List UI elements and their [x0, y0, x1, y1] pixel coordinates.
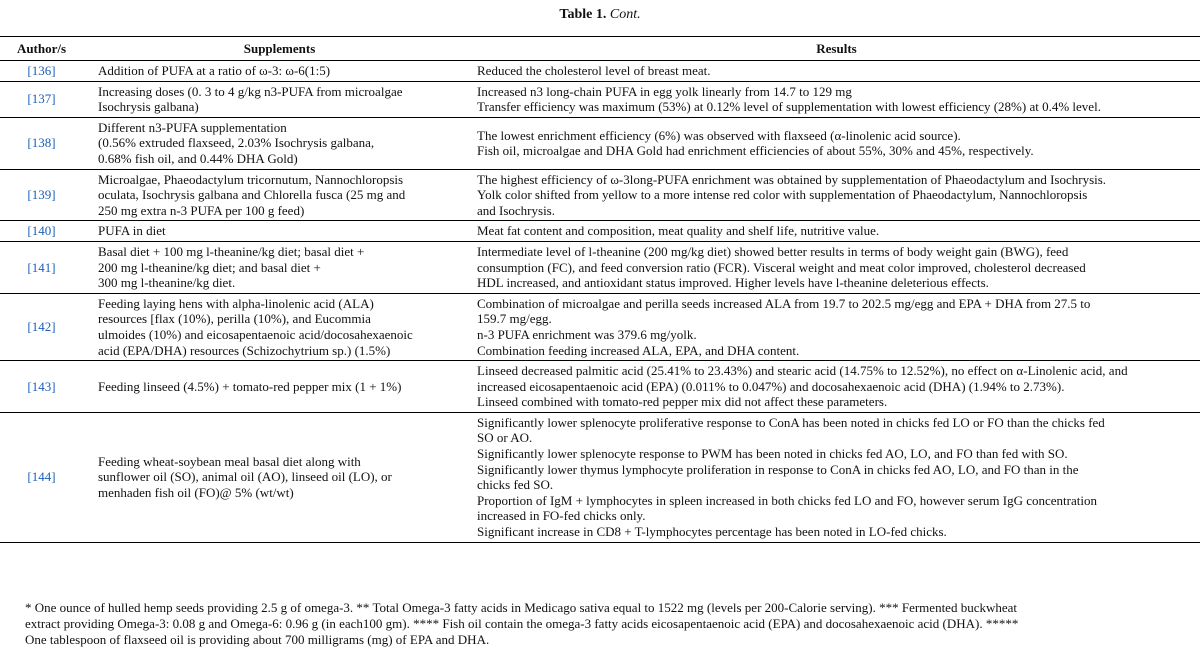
result-line: SO or AO.: [477, 430, 533, 446]
supplements-table: [0, 36, 1200, 543]
footnote-line: One tablespoon of flaxseed oil is providing about 700 milligrams (mg) of EPA and DHA.: [25, 632, 490, 647]
result-line: increased eicosapentaenoic acid (EPA) (0.011% to 0.047%) and docosahexaenoic acid (DHA) (1.94% to 2.73%).: [477, 378, 1065, 394]
result-line: The lowest enrichment efficiency (6%) was observed with flaxseed (α-linolenic acid source).: [477, 127, 961, 143]
results-cell: [465, 221, 1200, 242]
reference-link[interactable]: [142]: [0, 293, 83, 360]
supplement-line: acid (EPA/DHA) resources (Schizochytrium sp.) (1.5%): [98, 342, 391, 358]
result-line: Increased n3 long-chain PUFA in egg yolk linearly from 14.7 to 129 mg: [477, 83, 852, 99]
footnote-line: * One ounce of hulled hemp seeds providing 2.5 g of omega-3. ** Total Omega-3 fatty acids in Medicago sativa equal to 1522 mg (levels per 200-Calorie serving). *** Fermented buckwheat: [25, 600, 1018, 615]
result-line: The highest efficiency of ω-3long-PUFA enrichment was obtained by supplementation of Phaeodactylum and Isochrysis.: [477, 171, 1107, 187]
supplement-line: menhaden fish oil (FO)@ 5% (wt/wt): [98, 485, 294, 501]
table-continued-label: Cont.: [609, 7, 641, 22]
results-cell: [465, 361, 1200, 413]
supplement-line: Basal diet + 100 mg l-theanine/kg diet; basal diet +: [98, 243, 365, 259]
result-line: Linseed combined with tomato-red pepper mix did not affect these parameters.: [477, 394, 888, 410]
results-cell: [465, 412, 1200, 542]
supplement-cell: [83, 81, 465, 117]
supplement-line: 200 mg l-theanine/kg diet; and basal diet +: [98, 259, 321, 275]
table-row: [0, 117, 1200, 169]
supplement-line: 250 mg extra n-3 PUFA per 100 g feed): [98, 202, 305, 218]
results-cell: [465, 241, 1200, 293]
reference-link[interactable]: [140]: [0, 221, 83, 242]
reference-link[interactable]: [141]: [0, 241, 83, 293]
table-header-row: [0, 37, 1200, 61]
result-line: Combination feeding increased ALA, EPA, and DHA content.: [477, 342, 800, 358]
table-row: [0, 221, 1200, 242]
supplement-cell: [83, 361, 465, 413]
result-line: Significantly lower splenocyte response to PWM has been noted in chicks fed AO, LO, and FO than fed with SO.: [477, 446, 1068, 462]
footnote-line: extract providing Omega-3: 0.08 g and Omega-6: 0.96 g (in each100 gm). **** Fish oil contain the omega-3 fatty acids eicosapentaenoic acid (EPA) and docosahexaenoic acid (DHA). *****: [25, 616, 1019, 631]
supplement-line: resources [flax (10%), perilla (10%), and Eucommia: [98, 311, 371, 327]
supplement-cell: [83, 412, 465, 542]
table-caption: [0, 0, 1200, 29]
supplement-line: oculata, Isochrysis galbana and Chlorella fusca (25 mg and: [98, 187, 406, 203]
result-line: Yolk color shifted from yellow to a more intense red color with supplementation of Phaeodactylum, Nannochloropsis: [477, 187, 1088, 203]
header-supplements: Supplements: [83, 37, 465, 61]
reference-link[interactable]: [138]: [0, 117, 83, 169]
reference-link[interactable]: [136]: [0, 61, 83, 82]
supplement-line: ulmoides (10%) and eicosapentaenoic acid/docosahexaenoic: [98, 326, 413, 342]
supplement-line: 0.68% fish oil, and 0.44% DHA Gold): [98, 150, 298, 166]
reference-link[interactable]: [139]: [0, 169, 83, 221]
result-line: Transfer efficiency was maximum (53%) at 0.12% level of supplementation with lowest efficiency (28%) at 0.4% level.: [477, 99, 1101, 115]
supplement-line: PUFA in diet: [98, 223, 166, 239]
table-row: [0, 61, 1200, 82]
supplement-line: Feeding wheat-soybean meal basal diet along with: [98, 453, 361, 469]
reference-link[interactable]: [144]: [0, 412, 83, 542]
result-line: and Isochrysis.: [477, 202, 555, 218]
result-line: HDL increased, and antioxidant status improved. Higher levels have l-theanine deleterious effects.: [477, 275, 989, 291]
table-row: [0, 81, 1200, 117]
table-row: [0, 169, 1200, 221]
table-body: [0, 61, 1200, 543]
supplement-line: Isochrysis galbana): [98, 99, 199, 115]
result-line: Intermediate level of l-theanine (200 mg/kg diet) showed better results in terms of body weight gain (BWG), feed: [477, 243, 1069, 259]
result-line: Fish oil, microalgae and DHA Gold had enrichment efficiencies of about 55%, 30% and 45%, respectively.: [477, 143, 1034, 159]
header-author: Author/s: [0, 37, 83, 61]
results-cell: [465, 169, 1200, 221]
supplement-cell: [83, 61, 465, 82]
supplement-line: Addition of PUFA at a ratio of ω-3: ω-6(1:5): [98, 63, 331, 78]
supplement-cell: [83, 221, 465, 242]
supplement-cell: [83, 169, 465, 221]
result-line: Meat fat content and composition, meat quality and shelf life, nutritive value.: [477, 223, 880, 239]
result-line: n-3 PUFA enrichment was 379.6 mg/yolk.: [477, 326, 697, 342]
result-line: 159.7 mg/egg.: [477, 311, 552, 327]
supplement-line: sunflower oil (SO), animal oil (AO), linseed oil (LO), or: [98, 469, 392, 485]
result-line: chicks fed SO.: [477, 477, 554, 493]
result-line: Combination of microalgae and perilla seeds increased ALA from 19.7 to 202.5 mg/egg and EPA + DHA from 27.5 to: [477, 295, 1091, 311]
results-cell: [465, 117, 1200, 169]
results-cell: [465, 61, 1200, 82]
reference-link[interactable]: [143]: [0, 361, 83, 413]
supplement-line: Feeding laying hens with alpha-linolenic acid (ALA): [98, 295, 374, 311]
result-line: Linseed decreased palmitic acid (25.41% to 23.43%) and stearic acid (14.75% to 12.52%), no effect on α-Linolenic acid, and: [477, 363, 1128, 379]
supplement-line: Different n3-PUFA supplementation: [98, 119, 287, 135]
table-row: [0, 361, 1200, 413]
supplement-line: Increasing doses (0. 3 to 4 g/kg n3-PUFA from microalgae: [98, 83, 403, 99]
results-cell: [465, 81, 1200, 117]
table-row: [0, 412, 1200, 542]
supplement-line: Microalgae, Phaeodactylum tricornutum, Nannochloropsis: [98, 171, 404, 187]
result-line: Proportion of IgM + lymphocytes in spleen increased in both chicks fed LO and FO, however serum IgG concentration: [477, 492, 1097, 508]
reference-link[interactable]: [137]: [0, 81, 83, 117]
table-row: [0, 241, 1200, 293]
supplement-cell: [83, 293, 465, 360]
result-line: consumption (FC), and feed conversion ratio (FCR). Visceral weight and meat color improved, cholesterol decreased: [477, 259, 1086, 275]
result-line: Significantly lower splenocyte proliferative response to ConA has been noted in chicks fed LO or FO than the chicks fed: [477, 414, 1105, 430]
header-results: Results: [465, 37, 1200, 61]
result-line: Significant increase in CD8 + T-lymphocytes percentage has been noted in LO-fed chicks.: [477, 524, 947, 540]
result-line: increased in FO-fed chicks only.: [477, 508, 646, 524]
supplement-line: 300 mg l-theanine/kg diet.: [98, 275, 236, 291]
table-row: [0, 293, 1200, 360]
table-label: Table 1.: [559, 7, 607, 22]
result-line: Reduced the cholesterol level of breast meat.: [477, 63, 711, 78]
table-footnote: [25, 600, 1185, 648]
supplement-line: (0.56% extruded flaxseed, 2.03% Isochrysis galbana,: [98, 135, 375, 151]
results-cell: [465, 293, 1200, 360]
result-line: Significantly lower thymus lymphocyte proliferation in response to ConA in chicks fed AO, LO, and FO than in the: [477, 461, 1079, 477]
supplement-cell: [83, 241, 465, 293]
supplement-line: Feeding linseed (4.5%) + tomato-red pepper mix (1 + 1%): [98, 378, 402, 394]
supplement-cell: [83, 117, 465, 169]
